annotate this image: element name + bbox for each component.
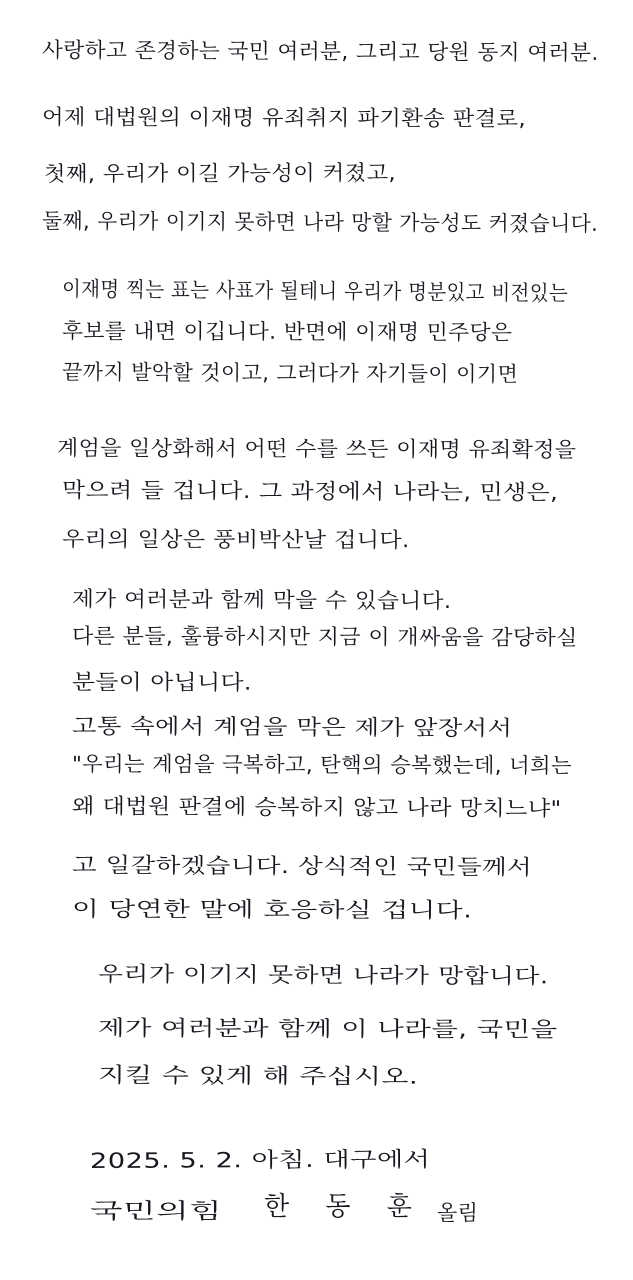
closing-word: 올림 bbox=[437, 1201, 479, 1225]
letter-line-21: 지킬 수 있게 해 주십시오. bbox=[97, 1063, 419, 1089]
letter-line-7: 끝까지 발악할 것이고, 그러다가 자기들이 이기면 bbox=[61, 360, 519, 387]
letter-line-8: 계엄을 일상화해서 어떤 수를 쓰든 이재명 유죄확정을 bbox=[56, 436, 577, 462]
signer-name: 한 동 훈 bbox=[264, 1192, 426, 1222]
letter-line-1: 사랑하고 존경하는 국민 여러분, 그리고 당원 동지 여러분. bbox=[41, 38, 599, 65]
letter-line-6: 후보를 내면 이깁니다. 반면에 이재명 민주당은 bbox=[61, 319, 513, 345]
letter-line-15: "우리는 계엄을 극복하고, 탄핵의 승복했는데, 너희는 bbox=[71, 752, 572, 778]
letter-line-11: 제가 여러분과 함께 막을 수 있습니다. bbox=[71, 587, 452, 613]
letter-line-3: 첫째, 우리가 이길 가능성이 커졌고, bbox=[43, 160, 397, 186]
letter-line-5: 이재명 찍는 표는 사표가 될테니 우리가 명분있고 비전있는 bbox=[61, 277, 569, 306]
party-name: 국민의힘 bbox=[90, 1199, 223, 1223]
letter-line-16: 왜 대법원 판결에 승복하지 않고 나라 망치느냐" bbox=[71, 794, 562, 821]
letter-line-4: 둘째, 우리가 이기지 못하면 나라 망할 가능성도 커졌습니다. bbox=[41, 209, 599, 236]
letter-line-2: 어제 대법원의 이재명 유죄취지 파기환송 판결로, bbox=[41, 105, 527, 131]
letter-line-12: 다른 분들, 훌륭하시지만 지금 이 개싸움을 감당하실 bbox=[71, 624, 578, 650]
letter-line-10: 우리의 일상은 풍비박산날 겁니다. bbox=[61, 527, 410, 553]
date-line: 2025. 5. 2. 아침. 대구에서 bbox=[89, 1147, 431, 1173]
letter-line-20: 제가 여러분과 함께 이 나라를, 국민을 bbox=[97, 1016, 558, 1042]
letter-line-17: 고 일갈하겠습니다. 상식적인 국민들께서 bbox=[71, 853, 533, 880]
letter-line-13: 분들이 아닙니다. bbox=[71, 670, 252, 695]
letter-line-18: 이 당연한 말에 호응하실 겁니다. bbox=[71, 897, 473, 923]
letter-line-9: 막으려 들 겁니다. 그 과정에서 나라는, 민생은, bbox=[61, 478, 559, 505]
letter-line-14: 고통 속에서 계엄을 막은 제가 앞장서서 bbox=[71, 714, 513, 741]
letter-line-19: 우리가 이기지 못하면 나라가 망합니다. bbox=[97, 962, 549, 989]
